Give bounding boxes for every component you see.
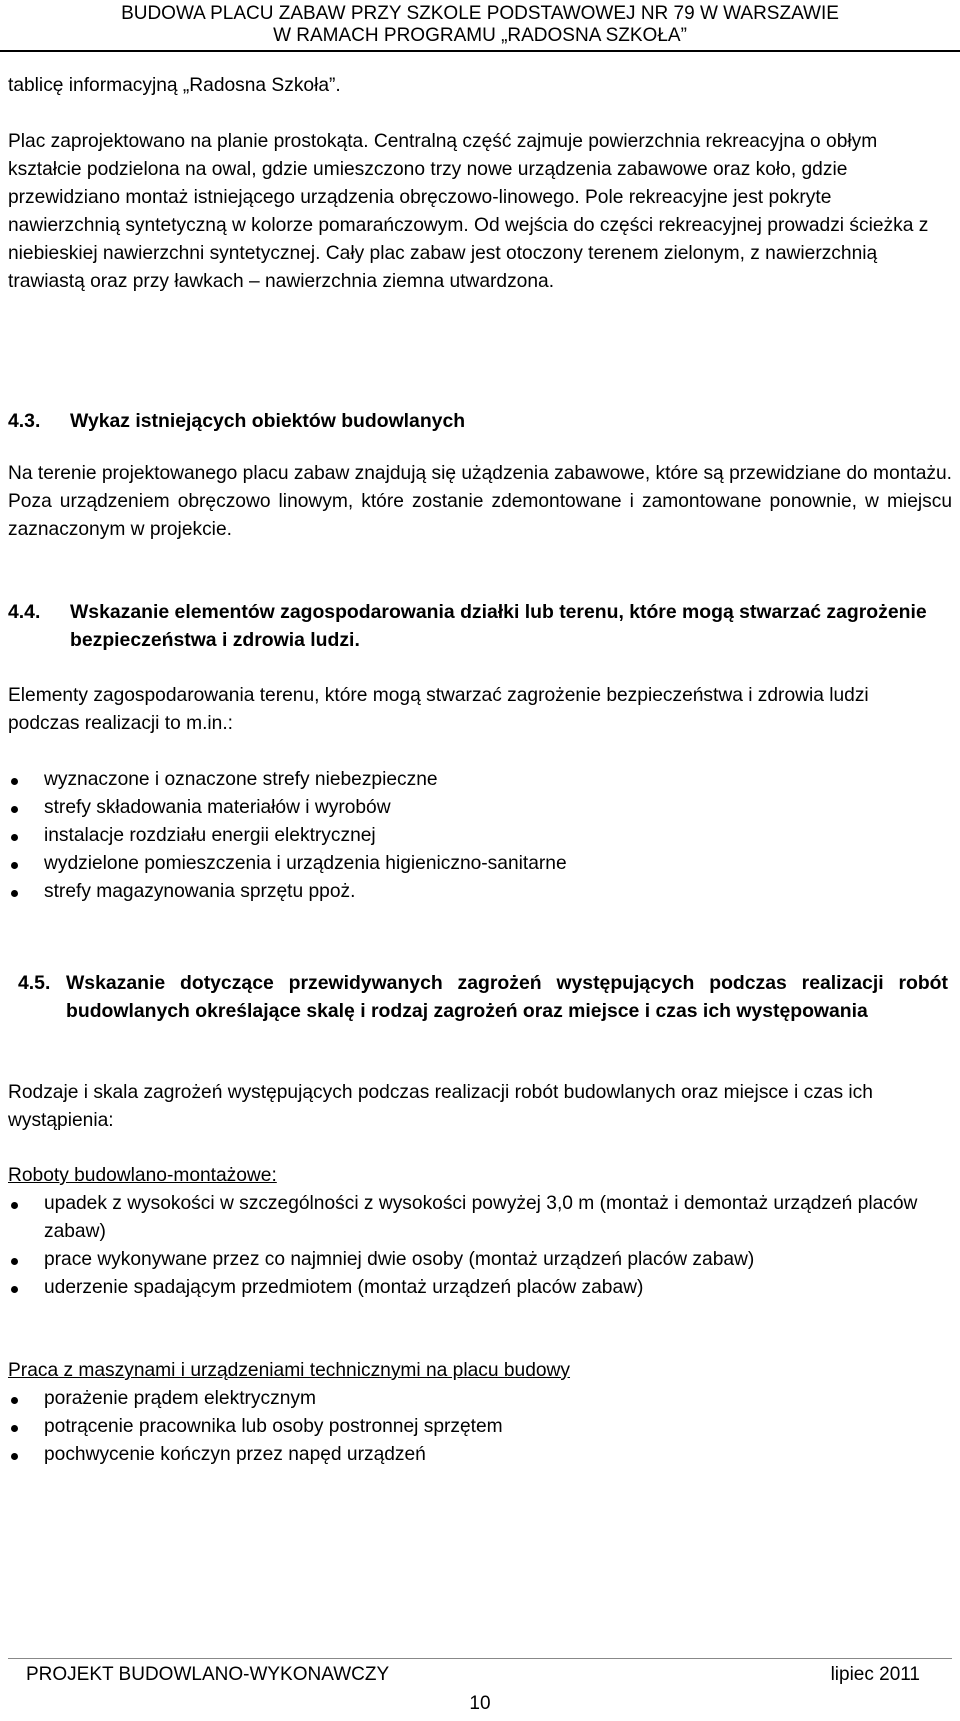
list-item: strefy składowania materiałów i wyrobów (8, 794, 948, 822)
section-heading-4-5 (8, 969, 948, 1025)
list-item: pochwycenie kończyn przez napęd urządzeń (8, 1441, 948, 1469)
paragraph-continuation: tablicę informacyjną „Radosna Szkoła”. (8, 75, 341, 96)
bullet-icon (11, 1258, 18, 1265)
section-title: Wskazanie dotyczące przewidywanych zagrożeń występujących podczas realizacji robót budowlanych określające skalę i rodzaj zagrożeń oraz miejsce i czas ich występowania (66, 972, 948, 1022)
section-heading-4-4 (8, 598, 948, 654)
bullet-icon (11, 1453, 18, 1460)
header-divider (0, 50, 960, 52)
bullet-icon (11, 1397, 18, 1404)
works-hazard-list (8, 1190, 938, 1302)
bullet-icon (11, 1202, 18, 1209)
footer-date: lipiec 2011 (830, 1664, 920, 1685)
machines-hazard-list (8, 1385, 948, 1469)
bullet-icon (11, 862, 18, 869)
paragraph-plac-description: Plac zaprojektowano na planie prostokąta. Centralną część zajmuje powierzchnia rekreacyjna o obłym kształcie podzielona na owal, gdzie umieszczono trzy nowe urządzenia zabawowe oraz koło, gdzie przewidziano montaż istniejącego urządzenia obręczowo-linowego. Pole rekreacyjne jest pokryte nawierzchnią syntetyczną w kolorze pomarańczowym. Od wejścia do części rekreacyjnej prowadzi ścieżka z niebieskiej nawierzchni syntetycznej. Cały plac zabaw jest otoczony terenem zielonym, z nawierzchnią trawiastą oraz przy ławkach – nawierzchnia ziemna utwardzona. (8, 131, 929, 292)
list-item: instalacje rozdziału energii elektrycznej (8, 822, 948, 850)
paragraph-hazard-elements: Elementy zagospodarowania terenu, które mogą stwarzać zagrożenie bezpieczeństwa i zdrowia ludzi podczas realizacji to m.in.: (8, 685, 869, 734)
list-item: potrącenie pracownika lub osoby postronnej sprzętem (8, 1413, 948, 1441)
section-number: 4.3. (8, 410, 41, 432)
list-item: wyznaczone i oznaczone strefy niebezpieczne (8, 766, 948, 794)
page-number: 10 (469, 1693, 491, 1714)
list-item: porażenie prądem elektrycznym (8, 1385, 948, 1413)
header-line-2: W RAMACH PROGRAMU „RADOSNA SZKOŁA” (273, 25, 687, 46)
hazard-elements-list (8, 766, 948, 906)
page-header (0, 0, 960, 55)
bullet-icon (11, 834, 18, 841)
list-item: prace wykonywane przez co najmniej dwie osoby (montaż urządzeń placów zabaw) (8, 1246, 938, 1274)
section-number: 4.4. (8, 601, 41, 623)
paragraph-existing-objects: Na terenie projektowanego placu zabaw znajdują się użądzenia zabawowe, które są przewidziane do montażu. Poza urządzeniem obręczowo linowym, które zostanie zdemontowane i zamontowane ponownie, w miejscu zaznaczonym w projekcie. (8, 463, 952, 540)
list-item: upadek z wysokości w szczególności z wysokości powyżej 3,0 m (montaż i demontaż urządzeń placów zabaw) (8, 1190, 938, 1246)
section-number: 4.5. (18, 972, 51, 994)
bullet-icon (11, 890, 18, 897)
footer-project-type: PROJEKT BUDOWLANO-WYKONAWCZY (26, 1664, 390, 1685)
bullet-icon (11, 1425, 18, 1432)
paragraph-hazard-types: Rodzaje i skala zagrożeń występujących podczas realizacji robót budowlanych oraz miejsce i czas ich wystąpienia: (8, 1082, 873, 1131)
header-line-1: BUDOWA PLACU ZABAW PRZY SZKOLE PODSTAWOWEJ NR 79 W WARSZAWIE (121, 3, 839, 24)
section-heading-4-3 (8, 407, 948, 435)
subheading-machines: Praca z maszynami i urządzeniami technicznymi na placu budowy (8, 1360, 571, 1381)
list-item: wydzielone pomieszczenia i urządzenia higieniczno-sanitarne (8, 850, 948, 878)
page-footer (0, 1658, 960, 1688)
bullet-icon (11, 1286, 18, 1293)
list-item: strefy magazynowania sprzętu ppoż. (8, 878, 948, 906)
section-title: Wskazanie elementów zagospodarowania działki lub terenu, które mogą stwarzać zagrożenie bezpieczeństwa i zdrowia ludzi. (70, 601, 927, 651)
bullet-icon (11, 778, 18, 785)
list-item: uderzenie spadającym przedmiotem (montaż urządzeń placów zabaw) (8, 1274, 938, 1302)
bullet-icon (11, 806, 18, 813)
subheading-works: Roboty budowlano-montażowe: (8, 1165, 277, 1186)
section-title: Wykaz istniejących obiektów budowlanych (70, 410, 466, 432)
